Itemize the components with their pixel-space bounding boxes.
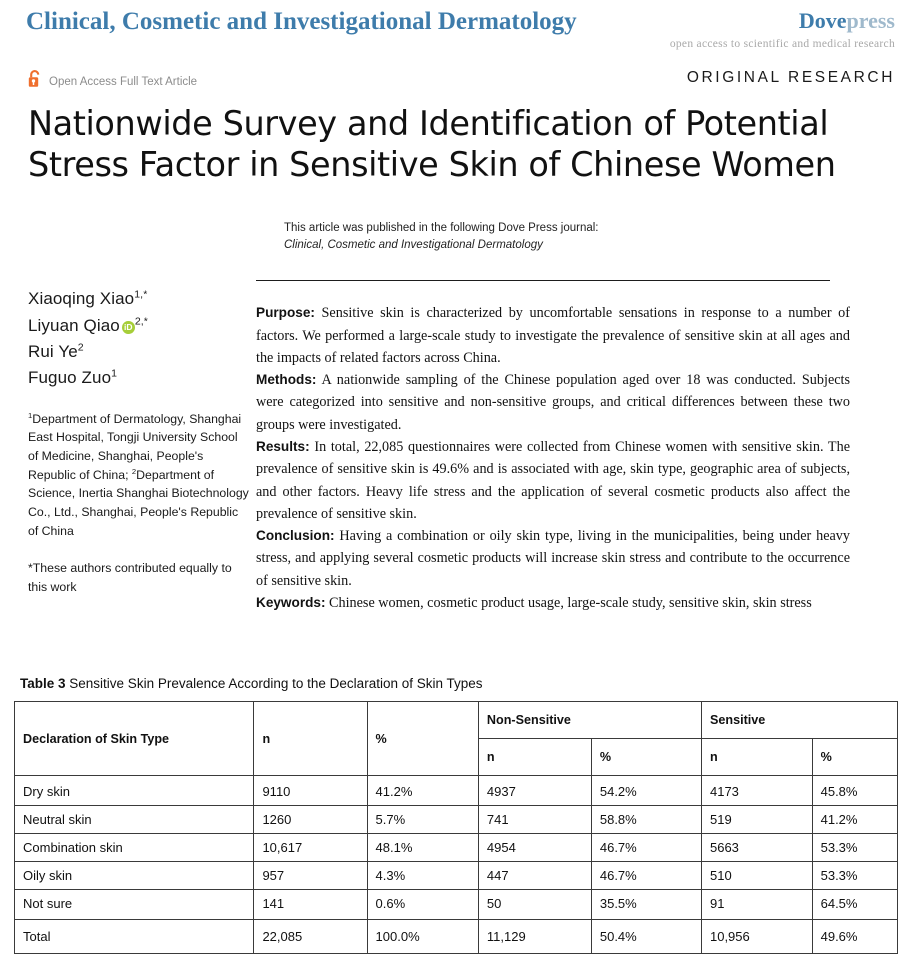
cell-total-pct: 0.6% <box>367 890 478 920</box>
publication-note-journal: Clinical, Cosmetic and Investigational Dermatology <box>284 238 543 251</box>
article-type-label: ORIGINAL RESEARCH <box>686 69 895 86</box>
header-total-pct: % <box>367 702 478 776</box>
abstract-keywords-text: Chinese women, cosmetic product usage, large-scale study, sensitive skin, skin stress <box>325 595 812 612</box>
cell-sensitive-pct: 53.3% <box>812 862 897 890</box>
table-row <box>15 862 898 890</box>
abstract-keywords <box>256 592 850 614</box>
abstract-conclusion-label: Conclusion: <box>256 528 335 544</box>
cell-non-sensitive-n: 4954 <box>478 834 591 862</box>
abstract-results-text: In total, 22,085 questionnaires were collected from Chinese women with sensitive skin. The prevalence of sensitive skin is 49.6% and is associated with age, skin type, geographic area of subjects, and other factors. Heavy life stress and the application of several cosmetic products also affect the prevalence of sensitive skin. <box>256 439 850 522</box>
table-body <box>15 776 898 954</box>
affiliation-marker-1: 1 <box>28 410 33 420</box>
header-group-sensitive: Sensitive <box>701 702 897 739</box>
abstract-conclusion <box>256 525 850 592</box>
cell-sensitive-n: 519 <box>701 806 812 834</box>
table-caption <box>20 676 913 691</box>
table-row <box>15 776 898 806</box>
cell-non-sensitive-pct: 50.4% <box>591 920 701 954</box>
publisher-name-press: press <box>846 8 895 33</box>
author-entry <box>28 339 250 365</box>
affiliations <box>28 410 250 541</box>
abstract-purpose-label: Purpose: <box>256 305 315 321</box>
cell-skin-type: Neutral skin <box>15 806 254 834</box>
author-affiliation-marker: 1 <box>111 367 118 380</box>
cell-skin-type: Not sure <box>15 890 254 920</box>
affiliation-marker-2: 2 <box>131 466 137 476</box>
abstract-results <box>256 436 850 525</box>
header-group-non-sensitive: Non-Sensitive <box>478 702 701 739</box>
cell-skin-type: Oily skin <box>15 862 254 890</box>
abstract-results-label: Results: <box>256 439 310 454</box>
abstract-methods-label: Methods: <box>256 372 317 388</box>
masthead <box>0 0 913 62</box>
orcid-id-icon[interactable]: iD <box>122 321 135 334</box>
abstract <box>256 302 850 614</box>
cell-total-n: 10,617 <box>254 834 367 862</box>
table-row <box>15 834 898 862</box>
cell-sensitive-n: 5663 <box>701 834 812 862</box>
author-name: Fuguo Zuo <box>28 368 112 388</box>
table-total-row <box>15 920 898 954</box>
abstract-purpose-text: Sensitive skin is characterized by uncomfortable sensations in response to a number of factors. We performed a large-scale study to investigate the prevalence of sensitive skin at all ages and the impacts of related factors across China. <box>256 305 850 366</box>
publication-note-line1: This article was published in the following Dove Press journal: <box>284 221 599 234</box>
cell-total-n: 141 <box>254 890 367 920</box>
open-access-label: Open Access Full Text Article <box>49 75 198 88</box>
publisher-tagline: open access to scientific and medical research <box>669 38 895 50</box>
header-sensitive-n: n <box>701 739 812 776</box>
author-entry <box>28 286 250 312</box>
abstract-divider <box>256 280 830 281</box>
table-row <box>15 806 898 834</box>
cell-sensitive-pct: 64.5% <box>812 890 897 920</box>
table-caption-number: Table 3 <box>20 676 66 691</box>
author-column <box>0 280 250 597</box>
journal-title: Clinical, Cosmetic and Investigational Dermatology <box>26 8 577 35</box>
abstract-keywords-label: Keywords: <box>256 595 326 611</box>
cell-skin-type: Combination skin <box>15 834 254 862</box>
abstract-methods-text: A nationwide sampling of the Chinese population aged over 18 was conducted. Subjects were categorized into sensitive and non-sensitive groups, and critical differences between these two groups were investigated. <box>256 372 850 433</box>
dovepress-logo <box>670 10 895 32</box>
cell-total-n: 1260 <box>254 806 367 834</box>
cell-sensitive-pct: 45.8% <box>812 776 897 806</box>
affiliation-text-1: Department of Dermatology, Shanghai East Hospital, Tongji University School of Medicine, Shanghai, People's Republic of China; <box>28 411 242 482</box>
cell-total-pct: 5.7% <box>367 806 478 834</box>
cell-total-n: 957 <box>254 862 367 890</box>
cell-total-pct: 100.0% <box>367 920 478 954</box>
cell-non-sensitive-n: 4937 <box>478 776 591 806</box>
table-row <box>15 890 898 920</box>
author-entry <box>28 365 250 391</box>
publisher-block <box>670 10 895 50</box>
cell-non-sensitive-pct: 35.5% <box>591 890 701 920</box>
article-body <box>0 280 913 614</box>
open-access-badge[interactable] <box>28 70 197 93</box>
table-section <box>0 676 913 954</box>
cell-sensitive-n: 10,956 <box>701 920 812 954</box>
cell-sensitive-n: 91 <box>701 890 812 920</box>
author-affiliation-marker: 1,* <box>134 288 148 301</box>
open-access-row <box>0 62 913 96</box>
abstract-conclusion-text: Having a combination or oily skin type, living in the municipalities, being under heavy stress, and applying several cosmetic products will increase skin stress and contribute to the occurrence of sensitive skin. <box>256 528 850 589</box>
author-entry <box>28 313 250 339</box>
abstract-methods <box>256 369 850 436</box>
cell-non-sensitive-pct: 54.2% <box>591 776 701 806</box>
cell-non-sensitive-pct: 58.8% <box>591 806 701 834</box>
cell-non-sensitive-n: 741 <box>478 806 591 834</box>
cell-total-pct: 48.1% <box>367 834 478 862</box>
abstract-purpose <box>256 302 850 369</box>
cell-total-n: 22,085 <box>254 920 367 954</box>
affiliation-text-2: Department of Science, Inertia Shanghai Biotechnology Co., Ltd., Shanghai, People's Republic of China <box>28 467 249 538</box>
author-affiliation-marker: 2 <box>77 341 84 354</box>
cell-non-sensitive-pct: 46.7% <box>591 834 701 862</box>
cell-sensitive-pct: 53.3% <box>812 834 897 862</box>
cell-sensitive-pct: 49.6% <box>812 920 897 954</box>
cell-total-pct: 4.3% <box>367 862 478 890</box>
cell-sensitive-n: 510 <box>701 862 812 890</box>
header-total-n: n <box>254 702 367 776</box>
table-caption-text: Sensitive Skin Prevalence According to the Declaration of Skin Types <box>65 676 483 691</box>
cell-non-sensitive-n: 50 <box>478 890 591 920</box>
table-header-row-main <box>15 702 898 739</box>
publisher-name-dove: Dove <box>798 8 847 33</box>
author-name: Xiaoqing Xiao <box>28 289 135 309</box>
cell-sensitive-pct: 41.2% <box>812 806 897 834</box>
cell-total-pct: 41.2% <box>367 776 478 806</box>
header-sensitive-pct: % <box>812 739 897 776</box>
cell-non-sensitive-n: 447 <box>478 862 591 890</box>
skin-type-prevalence-table <box>14 701 898 954</box>
author-name: Liyuan Qiao <box>28 315 120 335</box>
cell-total-n: 9110 <box>254 776 367 806</box>
open-lock-icon <box>28 70 42 93</box>
page-title: Nationwide Survey and Identification of Potential Stress Factor in Sensitive Skin of Chinese Women <box>28 104 836 184</box>
table-head <box>15 702 898 776</box>
abstract-column <box>250 280 850 614</box>
author-list <box>28 286 250 391</box>
header-non-sensitive-n: n <box>478 739 591 776</box>
author-affiliation-marker: 2,* <box>134 314 149 327</box>
cell-total-label: Total <box>15 920 254 954</box>
publication-note <box>284 220 913 255</box>
header-non-sensitive-pct: % <box>591 739 701 776</box>
cell-skin-type: Dry skin <box>15 776 254 806</box>
author-name: Rui Ye <box>28 341 78 361</box>
equal-contribution-note: *These authors contributed equally to this work <box>28 561 232 595</box>
cell-sensitive-n: 4173 <box>701 776 812 806</box>
cell-non-sensitive-n: 11,129 <box>478 920 591 954</box>
cell-non-sensitive-pct: 46.7% <box>591 862 701 890</box>
header-declaration-of-skin-type: Declaration of Skin Type <box>15 702 254 776</box>
